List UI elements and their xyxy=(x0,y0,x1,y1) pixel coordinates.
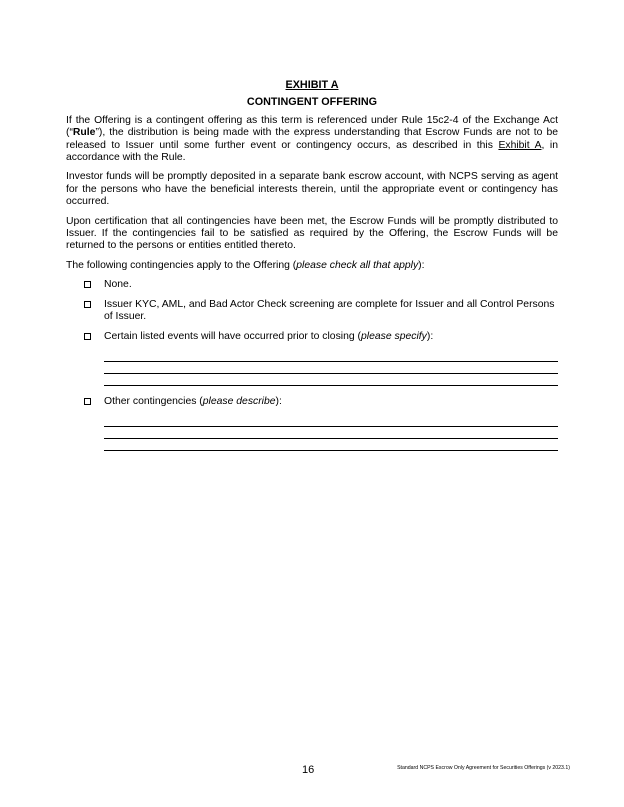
contingency-options xyxy=(66,279,558,451)
exhibit-content xyxy=(66,79,558,455)
page-number: 16 xyxy=(302,764,315,776)
fill-line[interactable] xyxy=(104,362,558,374)
checkbox-other[interactable] xyxy=(84,398,91,405)
option-label: ): xyxy=(275,395,282,407)
paragraph-contingent-offering xyxy=(66,115,558,165)
fill-line[interactable] xyxy=(104,415,558,427)
option-instruction: please describe xyxy=(202,395,276,407)
option-kyc xyxy=(66,299,558,324)
checkbox-kyc[interactable] xyxy=(84,301,91,308)
paragraph-text: ): xyxy=(418,259,425,271)
option-label: Other contingencies ( xyxy=(104,395,203,407)
fill-line[interactable] xyxy=(104,350,558,362)
paragraph-investor-funds: Investor funds will be promptly deposited in a separate bank escrow account, with NCPS serving as agent for the persons who have the beneficial interests therein, until the appropriate event or contingency has occurred. xyxy=(66,171,558,208)
instruction-text: please check all that apply xyxy=(296,259,419,271)
paragraph-text: , in accordance with the Rule. xyxy=(66,139,558,164)
fill-line[interactable] xyxy=(104,439,558,451)
fill-line[interactable] xyxy=(104,374,558,386)
checkbox-listed-events[interactable] xyxy=(84,333,91,340)
footer-note: Standard NCPS Escrow Only Agreement for Securities Offerings (v 2023.1) xyxy=(397,765,570,771)
rule-term: Rule xyxy=(72,127,96,139)
paragraph-text: ”), the distribution is being made with the express understanding that Escrow Funds are not to be released to Issuer until some further event or contingency occurs, as described in this xyxy=(66,127,558,151)
option-label: None. xyxy=(104,279,132,291)
option-instruction: please specify xyxy=(361,330,427,342)
fill-line[interactable] xyxy=(104,427,558,439)
exhibit-subtitle: CONTINGENT OFFERING xyxy=(246,96,378,109)
option-label: Certain listed events will have occurred prior to closing ( xyxy=(104,330,361,342)
exhibit-a-reference: Exhibit A xyxy=(498,139,542,151)
option-other xyxy=(66,396,558,408)
exhibit-title: EXHIBIT A xyxy=(285,79,339,91)
other-contingencies-fill-lines xyxy=(104,415,558,451)
checkbox-none[interactable] xyxy=(84,281,91,288)
option-label: Issuer KYC, AML, and Bad Actor Check screening are complete for Issuer and all Control Persons of Issuer. xyxy=(104,298,555,323)
option-none xyxy=(66,279,558,291)
paragraph-text: If the Offering is a contingent offering as this term is referenced under Rule 15c2-4 of the Exchange Act (“ xyxy=(66,114,558,139)
paragraph-contingencies-intro xyxy=(66,260,558,272)
option-label: ): xyxy=(426,330,434,342)
option-listed-events xyxy=(66,331,558,343)
listed-events-fill-lines xyxy=(104,350,558,386)
paragraph-text: The following contingencies apply to the Offering ( xyxy=(66,259,297,271)
paragraph-certification: Upon certification that all contingencies have been met, the Escrow Funds will be promptly distributed to Issuer. If the contingencies fail to be satisfied as required by the Offering, the Escrow Funds will be returned to the persons or entities entitled thereto. xyxy=(66,215,558,252)
